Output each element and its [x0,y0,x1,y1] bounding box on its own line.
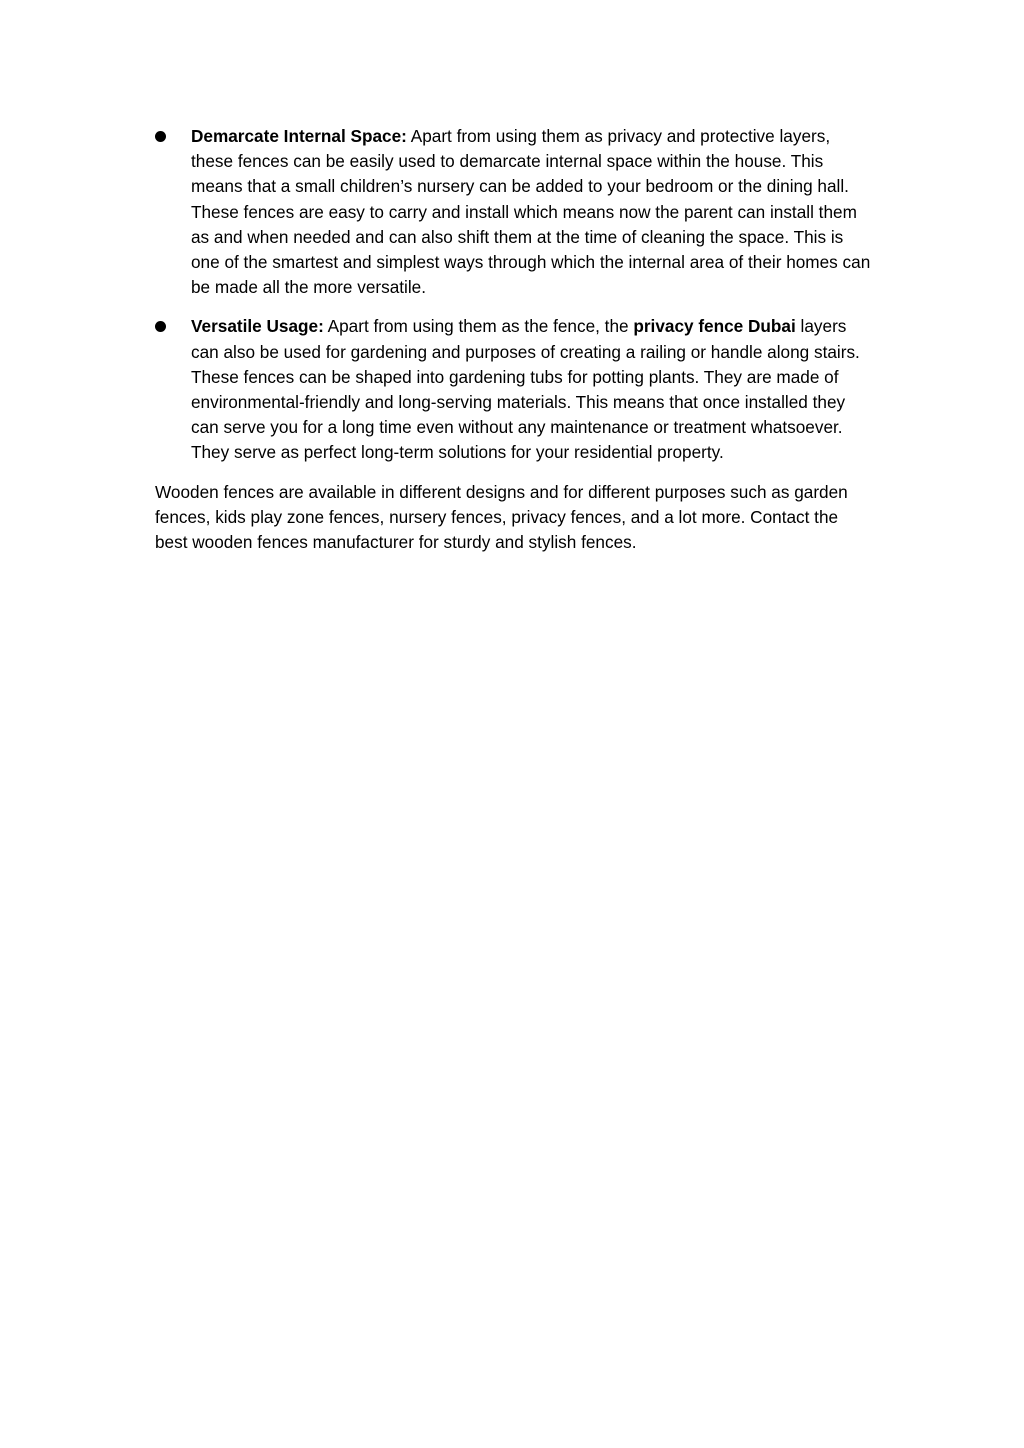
closing-paragraph: Wooden fences are available in different designs and for different purposes such as garden fences, kids play zone fences, nursery fences, privacy fences, and a lot more. Contact the best wooden fences manufacturer for sturdy and stylish fences. [155,481,848,553]
item-highlight: privacy fence Dubai [633,316,796,337]
list-item [155,124,875,300]
bullet-icon [155,131,166,142]
item-title: Demarcate Internal Space: [191,126,407,146]
document-body [155,124,875,555]
list-item [155,314,875,465]
item-title: Versatile Usage: [191,316,324,337]
bullet-icon [155,321,166,332]
item-text: Apart from using them as privacy and protective layers, these fences can be easily used to demarcate internal space within the house. This means that a small children’s nursery can be added to your bedroom or the dining hall. These fences are easy to carry and install which means now the parent can install them as and when needed and can also shift them at the time of cleaning the space. This is one of the smartest and simplest ways through which the internal area of their homes can be made all the more versatile. [191,126,871,298]
item-text: Apart from using them as the fence, the [323,316,634,337]
item-text: layers can also be used for gardening and purposes of creating a railing or handle along stairs. These fences can be shaped into gardening tubs for potting plants. They are made of environmental-friendly and long-serving materials. This means that once installed they can serve you for a long time even without any maintenance or treatment whatsoever. They serve as perfect long-term solutions for your residential property. [191,316,860,463]
bullet-list [155,124,875,466]
